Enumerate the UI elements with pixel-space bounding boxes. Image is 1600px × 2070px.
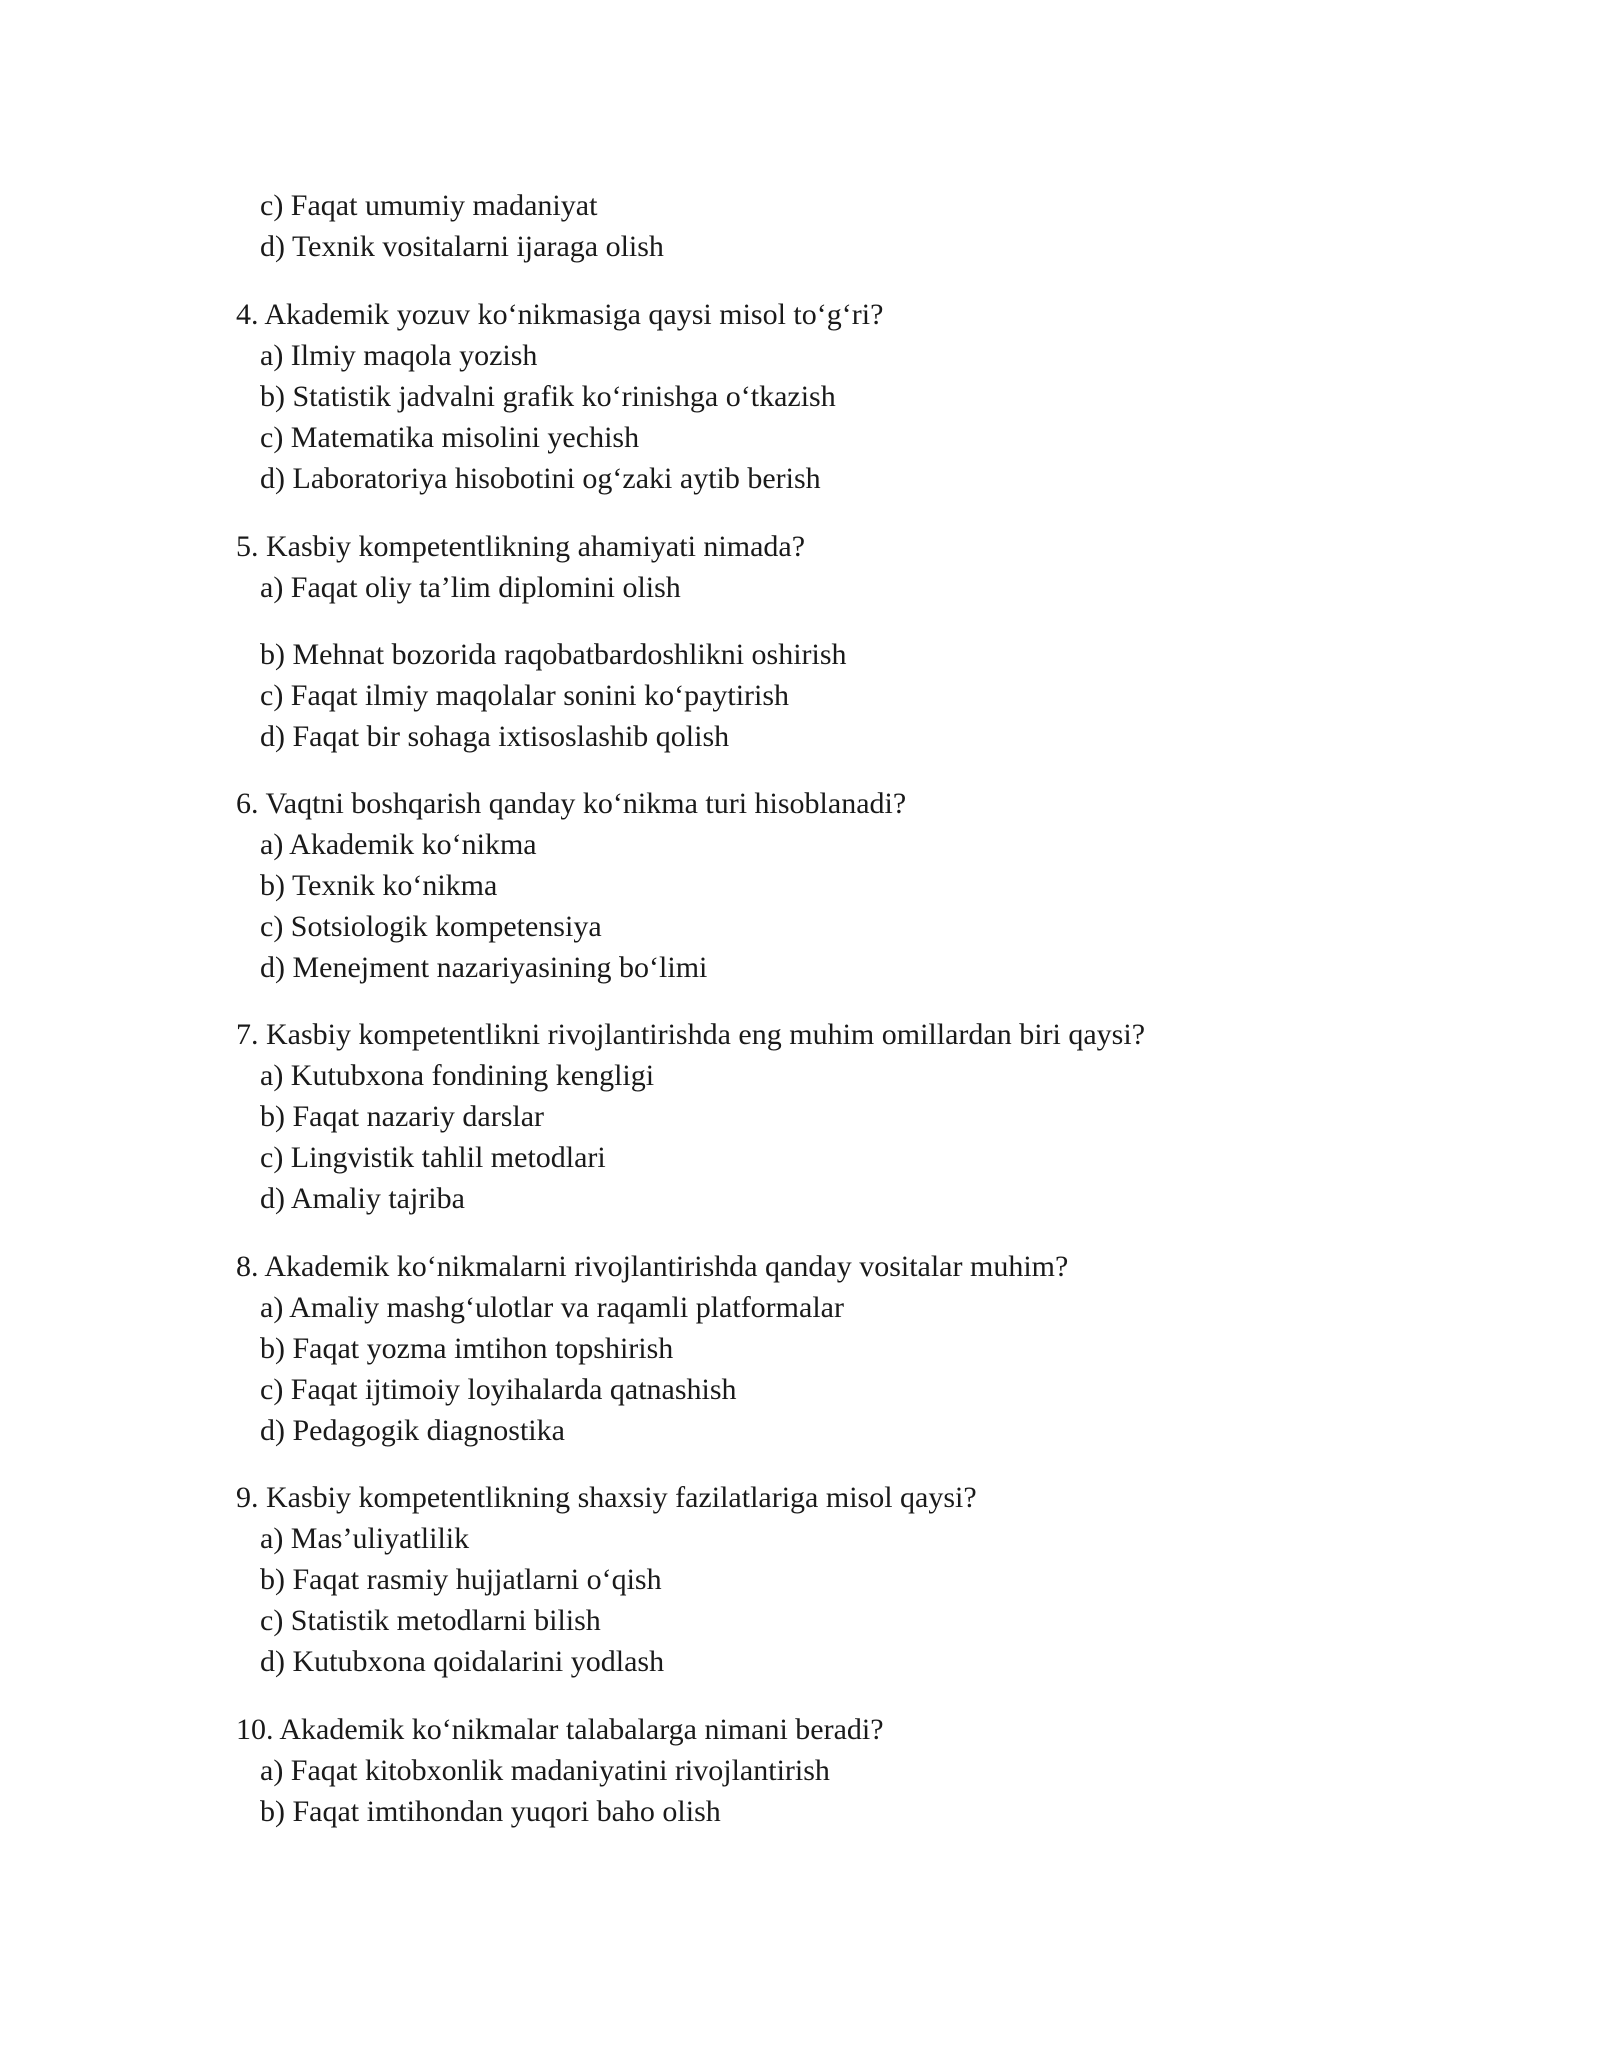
option-line: b) Texnik ko‘nikma — [260, 869, 498, 902]
option-line: b) Statistik jadvalni grafik ko‘rinishga o‘tkazish — [260, 380, 836, 413]
question-line: 9. Kasbiy kompetentlikning shaxsiy fazilatlariga misol qaysi? — [236, 1481, 977, 1514]
option-line: d) Pedagogik diagnostika — [260, 1414, 565, 1447]
option-line: d) Laboratoriya hisobotini og‘zaki aytib berish — [260, 462, 821, 495]
option-line: c) Faqat ijtimoiy loyihalarda qatnashish — [260, 1373, 737, 1406]
option-line: c) Statistik metodlarni bilish — [260, 1604, 601, 1637]
question-line: 5. Kasbiy kompetentlikning ahamiyati nimada? — [236, 530, 806, 563]
option-line: d) Faqat bir sohaga ixtisoslashib qolish — [260, 720, 730, 753]
option-line: b) Mehnat bozorida raqobatbardoshlikni oshirish — [260, 638, 847, 671]
option-line: d) Texnik vositalarni ijaraga olish — [260, 230, 664, 263]
option-line: b) Faqat rasmiy hujjatlarni o‘qish — [260, 1563, 662, 1596]
option-line: c) Matematika misolini yechish — [260, 421, 640, 454]
option-line: d) Menejment nazariyasining bo‘limi — [260, 951, 708, 984]
option-line: b) Faqat imtihondan yuqori baho olish — [260, 1795, 721, 1828]
option-line: c) Lingvistik tahlil metodlari — [260, 1141, 606, 1174]
option-line: a) Akademik ko‘nikma — [260, 828, 537, 861]
question-line: 4. Akademik yozuv ko‘nikmasiga qaysi misol to‘g‘ri? — [236, 298, 884, 331]
option-line: a) Kutubxona fondining kengligi — [260, 1059, 655, 1092]
option-line: a) Mas’uliyatlilik — [260, 1522, 470, 1555]
option-line: c) Faqat ilmiy maqolalar sonini ko‘paytirish — [260, 679, 790, 712]
option-line: a) Ilmiy maqola yozish — [260, 339, 538, 372]
option-line: b) Faqat yozma imtihon topshirish — [260, 1332, 674, 1365]
question-line: 7. Kasbiy kompetentlikni rivojlantirishda eng muhim omillardan biri qaysi? — [236, 1018, 1146, 1051]
option-line: d) Kutubxona qoidalarini yodlash — [260, 1645, 665, 1678]
option-line: b) Faqat nazariy darslar — [260, 1100, 545, 1133]
question-line: 6. Vaqtni boshqarish qanday ko‘nikma turi hisoblanadi? — [236, 787, 907, 820]
question-line: 8. Akademik ko‘nikmalarni rivojlantirishda qanday vositalar muhim? — [236, 1250, 1069, 1283]
option-line: a) Amaliy mashg‘ulotlar va raqamli platformalar — [260, 1291, 844, 1324]
question-line: 10. Akademik ko‘nikmalar talabalarga nimani beradi? — [236, 1713, 884, 1746]
option-line: a) Faqat oliy ta’lim diplomini olish — [260, 571, 681, 604]
option-line: a) Faqat kitobxonlik madaniyatini rivojlantirish — [260, 1754, 830, 1787]
option-line: c) Sotsiologik kompetensiya — [260, 910, 602, 943]
option-line: d) Amaliy tajriba — [260, 1182, 465, 1215]
option-line: c) Faqat umumiy madaniyat — [260, 189, 598, 222]
